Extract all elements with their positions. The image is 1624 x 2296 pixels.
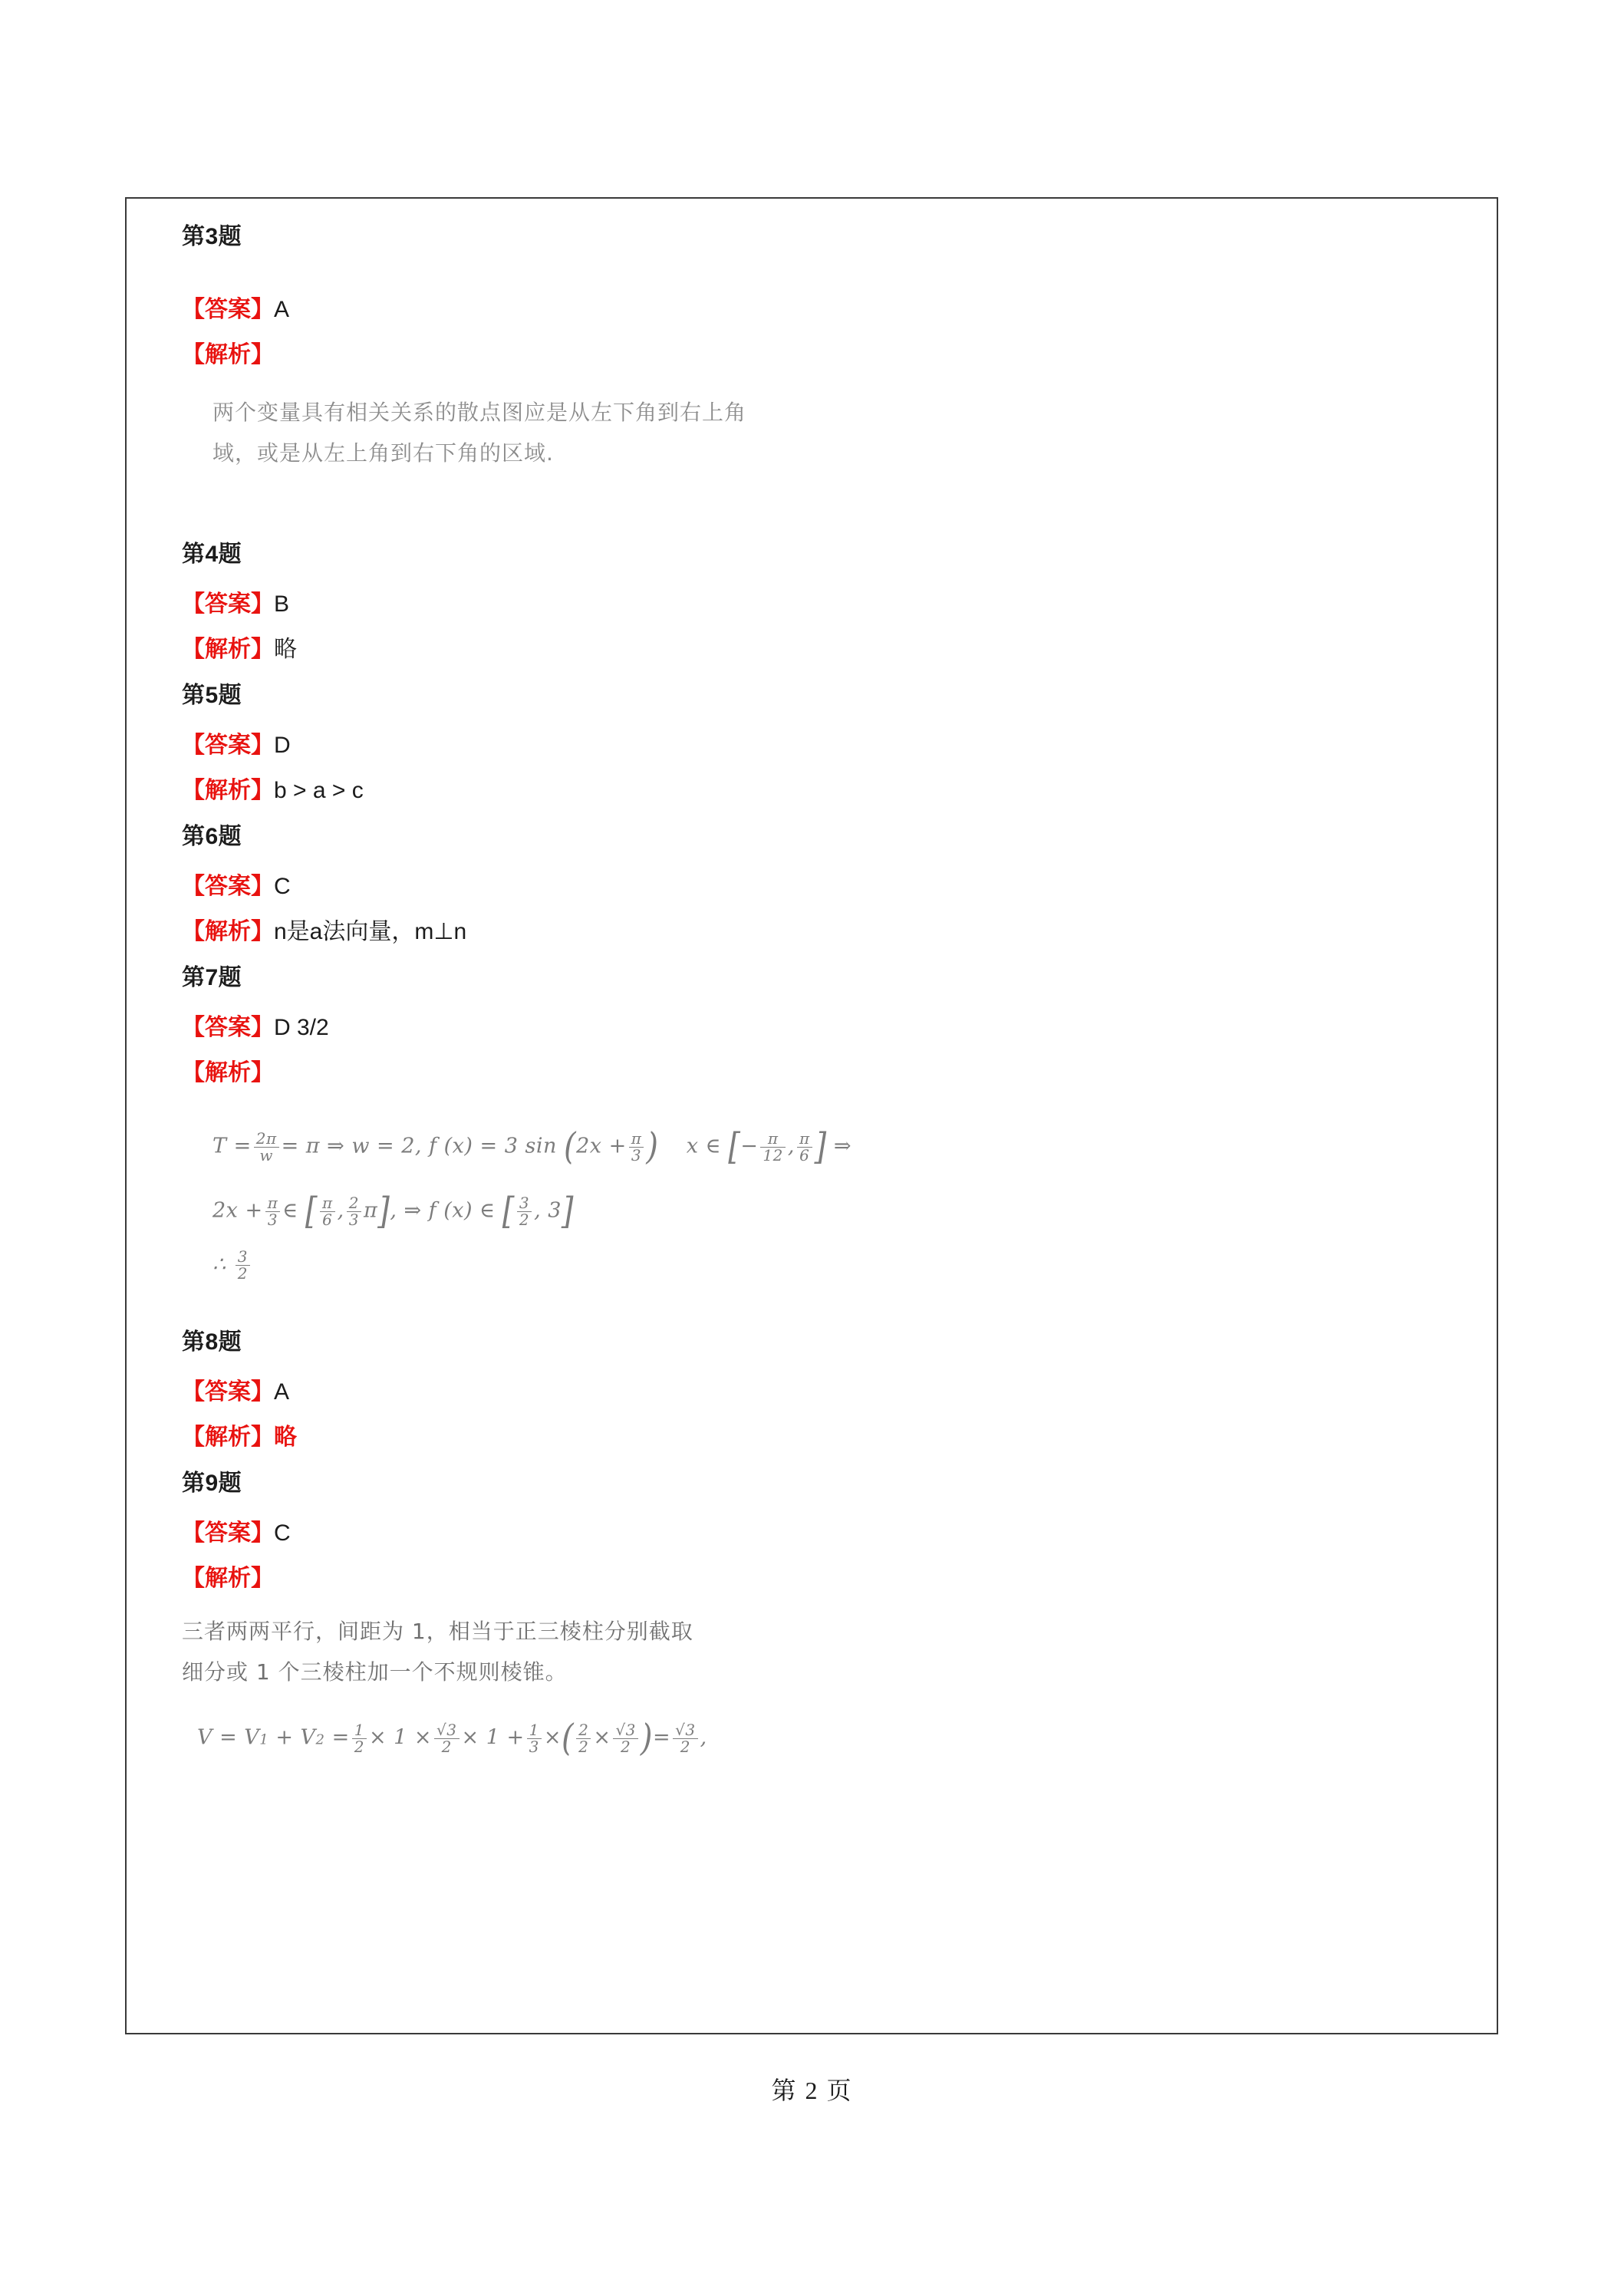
answer-value-7: D 3/2 xyxy=(274,1015,329,1041)
analysis-row-3 xyxy=(182,340,1466,371)
math-line: ∴ $\frac{3}{2}$ xyxy=(212,1244,1466,1287)
question-title-4: 第4题 xyxy=(182,542,242,568)
handwriting-block-9 xyxy=(182,1611,1466,1692)
analysis-label-5: 【解析】 xyxy=(182,777,274,803)
question-title-6: 第6题 xyxy=(182,824,242,850)
analysis-row-9 xyxy=(182,1563,1466,1595)
answer-value-8: A xyxy=(274,1379,290,1405)
spacer xyxy=(182,665,1466,680)
analysis-row-8 xyxy=(182,1422,1466,1454)
handwriting-line: 细分或 1 个三棱柱加一个不规则棱锥。 xyxy=(182,1659,568,1685)
spacer xyxy=(182,947,1466,963)
answer-row-4 xyxy=(182,589,1466,621)
analysis-label-6: 【解析】 xyxy=(182,918,274,944)
analysis-value-6: n是a法向量，m⊥n xyxy=(274,918,467,944)
question-title-7: 第7题 xyxy=(182,965,242,991)
handwriting-line: 域，或是从左上角到右下角的区域. xyxy=(212,440,554,466)
handwriting-line: 两个变量具有相关关系的散点图应是从左下角到右上角 xyxy=(212,400,747,425)
analysis-row-6 xyxy=(182,917,1466,948)
question-title-9: 第9题 xyxy=(182,1471,242,1497)
page-footer: 第 2 页 xyxy=(771,2077,853,2104)
spacer xyxy=(182,473,1466,539)
document-frame xyxy=(125,197,1498,2034)
answer-value-9: C xyxy=(274,1520,291,1547)
answer-label-5: 【答案】 xyxy=(182,733,274,759)
answer-label-7: 【答案】 xyxy=(182,1015,274,1041)
answer-label-8: 【答案】 xyxy=(182,1379,274,1405)
question-title-3: 第3题 xyxy=(182,224,242,249)
analysis-row-4 xyxy=(182,634,1466,666)
analysis-value-8: 略 xyxy=(274,1424,297,1450)
answer-label-6: 【答案】 xyxy=(182,874,274,900)
answer-row-3 xyxy=(182,295,1466,326)
answer-value-5: D xyxy=(274,733,291,759)
analysis-value-4: 略 xyxy=(274,636,297,662)
spacer xyxy=(182,252,1466,295)
answer-row-6 xyxy=(182,871,1466,903)
document-content xyxy=(182,222,1466,1771)
analysis-label-4: 【解析】 xyxy=(182,636,274,662)
handwriting-line: 三者两两平行，间距为 1，相当于正三棱柱分别截取 xyxy=(182,1619,693,1645)
question-title-5: 第5题 xyxy=(182,683,242,709)
math-block-7 xyxy=(212,1115,1466,1287)
answer-row-9 xyxy=(182,1518,1466,1550)
analysis-label-7: 【解析】 xyxy=(182,1059,274,1085)
math-line: V = V1 + V2 = $\frac{1}{2}$ × 1 × $\frac{√3}{2}$ × 1 + $\frac{1}{3}$ ×( $\frac{2}{2}$ × $\frac{√3}{2}$ )= $\frac{√3}{2}$ , xyxy=(197,1717,707,1761)
answer-label-9: 【答案】 xyxy=(182,1520,274,1547)
answer-value-6: C xyxy=(274,874,291,900)
analysis-label-3: 【解析】 xyxy=(182,341,274,367)
answer-row-8 xyxy=(182,1377,1466,1408)
spacer xyxy=(182,1453,1466,1468)
math-block-9 xyxy=(197,1706,1466,1771)
math-line: T = $\frac{2\pi}{w}$ = π ⇒ w = 2, f (x) = 3 sin (2x + $\frac{\pi}{3}$ ) x ∈ [− $\frac{\pi}{12}$ , $\frac{\pi}{6}$ ] ⇒ xyxy=(212,1125,852,1168)
answer-label-3: 【答案】 xyxy=(182,297,274,322)
analysis-value-5: b > a > c xyxy=(274,777,364,803)
spacer xyxy=(182,1287,1466,1327)
answer-label-4: 【答案】 xyxy=(182,591,274,618)
analysis-label-9: 【解析】 xyxy=(182,1565,274,1591)
answer-value-3: A xyxy=(274,297,290,322)
answer-row-7 xyxy=(182,1013,1466,1044)
analysis-label-8: 【解析】 xyxy=(182,1424,274,1450)
analysis-row-7 xyxy=(182,1058,1466,1089)
spacer xyxy=(182,806,1466,822)
answer-value-4: B xyxy=(274,591,290,618)
question-title-8: 第8题 xyxy=(182,1329,242,1356)
math-line: 2x + $\frac{\pi}{3}$ ∈ [ $\frac{\pi}{6}$ , $\frac{2}{3}$ π], ⇒ f (x) ∈ [ $\frac{3}{2}$ , 3] xyxy=(212,1190,575,1233)
handwriting-block-3 xyxy=(212,392,1466,473)
answer-row-5 xyxy=(182,730,1466,762)
analysis-row-5 xyxy=(182,776,1466,807)
